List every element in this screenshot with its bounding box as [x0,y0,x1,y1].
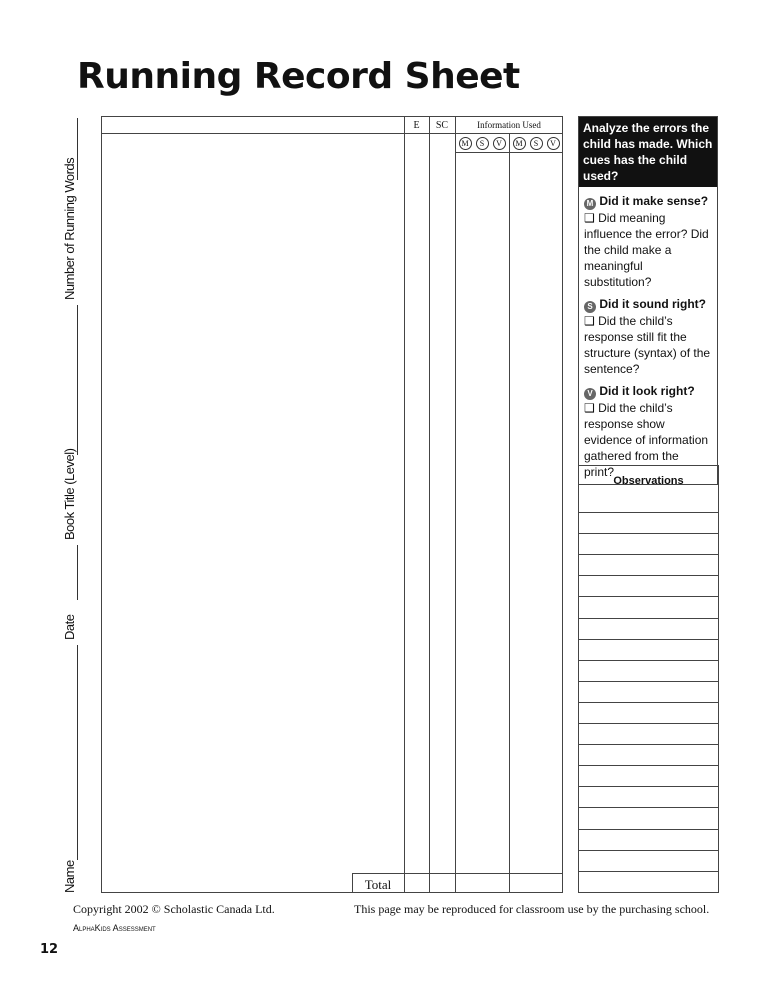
observation-line[interactable] [579,618,718,619]
cue-analysis-panel [578,116,718,485]
col-info-used: Information Used [477,120,541,130]
book-title-line [77,305,78,455]
reproduction-note: This page may be reproduced for classroom use by the purchasing school. [354,902,710,916]
structure-text: ❑ Did the child’s response still fit the structure (syntax) of the sentence? [584,314,711,376]
page-number: 12 [40,942,59,957]
running-words-line [77,118,78,180]
name-label: Name [62,860,77,893]
cue-group-1: M S V [455,137,509,150]
book-title-label: Book Title (Level) [62,448,77,540]
meaning-icon: M [584,198,596,210]
total-label: Total [364,877,392,892]
structure-question: S Did it sound right? [584,296,712,313]
visual-icon: V [584,388,596,400]
observation-line[interactable] [579,639,718,640]
visual-text: ❑ Did the child’s response show evidence of information gathered from the print? [584,401,709,479]
name-line [77,645,78,860]
observation-line[interactable] [579,660,718,661]
observation-line[interactable] [579,871,718,872]
observation-line[interactable] [579,765,718,766]
observation-line[interactable] [579,829,718,830]
col-sc: SC [435,120,449,131]
structure-icon: S [584,301,596,313]
observations-box[interactable] [578,465,719,893]
observation-line[interactable] [579,596,718,597]
visual-question: V Did it look right? [584,383,712,400]
observation-line[interactable] [579,723,718,724]
observation-line[interactable] [579,850,718,851]
observation-line[interactable] [579,512,718,513]
series-name: AlphaKids Assessment [73,923,156,933]
col-e: E [413,120,420,131]
copyright: Copyright 2002 © Scholastic Canada Ltd. [73,902,275,916]
observations-title: Observations [613,475,684,487]
observation-line[interactable] [579,702,718,703]
running-words-label: Number of Running Words [62,157,77,300]
observation-line[interactable] [579,681,718,682]
observation-line[interactable] [579,575,718,576]
meaning-question: M Did it make sense? [584,193,712,210]
date-label: Date [62,614,77,640]
page-title: Running Record Sheet [77,56,520,97]
date-line [77,545,78,600]
observation-line[interactable] [579,786,718,787]
observation-line[interactable] [579,807,718,808]
observation-line[interactable] [579,744,718,745]
panel-header: Analyze the errors the child has made. Which cues has the child used? [579,117,717,187]
observation-line[interactable] [579,554,718,555]
cue-group-2: M S V [509,137,563,150]
running-record-table[interactable] [101,116,563,893]
meaning-text: ❑ Did meaning influence the error? Did the child make a meaningful substitution? [584,211,709,289]
observation-line[interactable] [579,533,718,534]
